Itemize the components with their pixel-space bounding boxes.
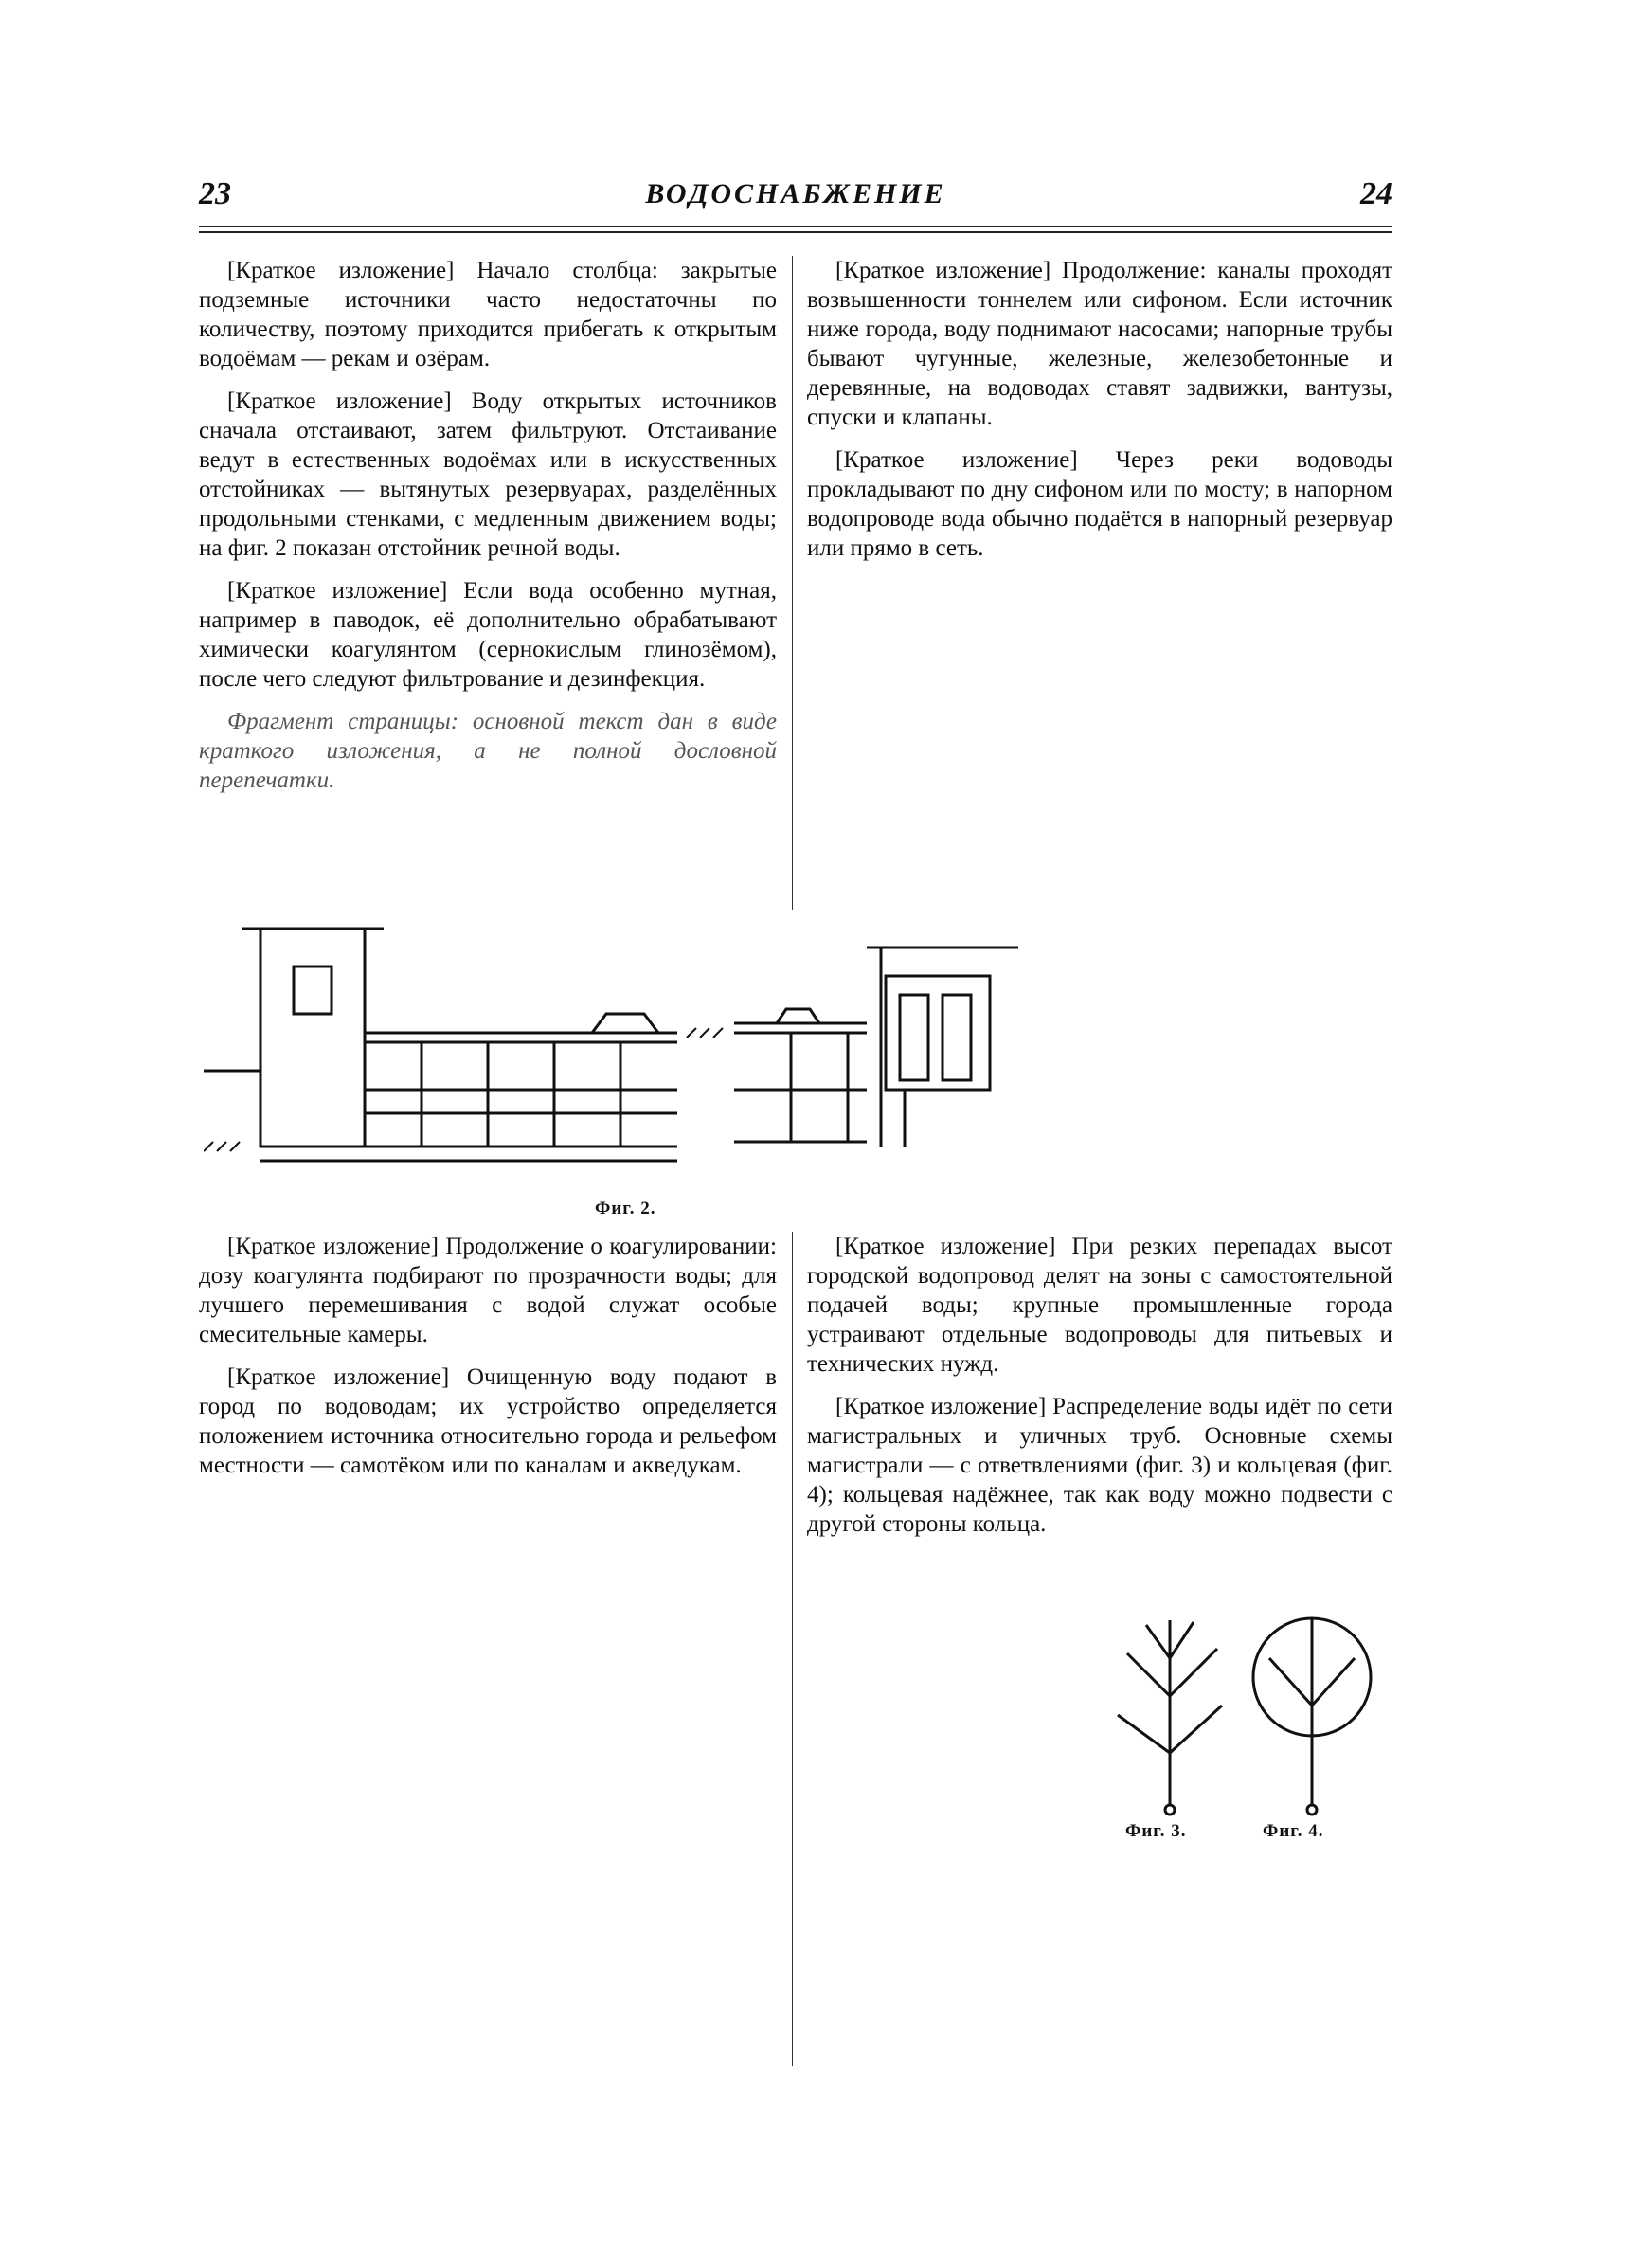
left-paragraph-1: [Краткое изложение] Начало столбца: закрытые подземные источники часто недостаточны по количеству, поэтому приходится прибегать к открытым водоёмам — рекам и озёрам.	[199, 258, 777, 371]
header-rule-second	[199, 231, 1392, 233]
running-title: ВОДОСНАБЖЕНИЕ	[645, 178, 946, 209]
left-paragraph-3: [Краткое изложение] Если вода особенно мутная, например в паводок, её дополнительно обрабатывают химически коагулянтом (сернокислым глинозёмом), после чего следуют фильтрование и дезинфекция.	[199, 578, 777, 692]
right-column-upper	[807, 256, 1392, 576]
left-lower-paragraph-1: [Краткое изложение] Продолжение о коагулировании: дозу коагулянта подбирают по прозрачности воды; для лучшего перемешивания с водой служат особые смесительные камеры.	[199, 1234, 777, 1347]
left-paragraph-2: [Краткое изложение] Воду открытых источников сначала отстаивают, затем фильтруют. Отстаивание ведут в естественных водоёмах или в искусственных отстойниках — вытянутых резервуарах, разделённых продольными стенками, с медленным движением воды; на фиг. 2 показан отстойник речной воды.	[199, 388, 777, 561]
excerpt-note: Фрагмент страницы: основной текст дан в виде краткого изложения, а не полной дословной перепечатки.	[199, 709, 777, 793]
figure-2-settling-tank	[204, 919, 1037, 1194]
page-number-right: 24	[1360, 176, 1392, 211]
figures-3-4-mains-schemes	[1099, 1601, 1392, 1819]
right-paragraph-2: [Краткое изложение] Через реки водоводы прокладывают по дну сифоном или по мосту; в напорном водопроводе вода обычно подаётся в напорный резервуар или прямо в сеть.	[807, 447, 1392, 561]
left-column-upper	[199, 256, 777, 808]
right-lower-paragraph-2: [Краткое изложение] Распределение воды идёт по сети магистральных и уличных труб. Основные схемы магистрали — с ответвлениями (фиг. 3) и кольцевая (фиг. 4); кольцевая надёжнее, так как воду можно подвести с другой стороны кольца.	[807, 1394, 1392, 1537]
figure-3-caption: Фиг. 3.	[1125, 1821, 1187, 1841]
page-number-left: 23	[199, 176, 231, 211]
right-paragraph-1: [Краткое изложение] Продолжение: каналы проходят возвышенности тоннелем или сифоном. Если источник ниже города, воду поднимают насосами; напорные трубы бывают чугунные, железные, железобетонные и деревянные, на водоводах ставят задвижки, вантузы, спуски и клапаны.	[807, 258, 1392, 430]
figure-4-caption: Фиг. 4.	[1263, 1821, 1324, 1841]
column-divider-lower	[792, 1232, 793, 2066]
figure-2-caption: Фиг. 2.	[595, 1199, 656, 1219]
right-lower-paragraph-1: [Краткое изложение] При резких перепадах высот городской водопровод делят на зоны с самостоятельной подачей воды; крупные промышленные города устраивают отдельные водопроводы для питьевых и технических нужд.	[807, 1234, 1392, 1377]
page-header	[199, 176, 1392, 218]
header-rule	[199, 226, 1392, 227]
left-lower-paragraph-2: [Краткое изложение] Очищенную воду подают в город по водоводам; их устройство определяется положением источника относительно города и рельефом местности — самотёком или по каналам и акведукам.	[199, 1364, 777, 1478]
right-column-lower	[807, 1232, 1392, 1552]
left-column-lower	[199, 1232, 777, 1493]
column-divider-upper	[792, 256, 793, 910]
